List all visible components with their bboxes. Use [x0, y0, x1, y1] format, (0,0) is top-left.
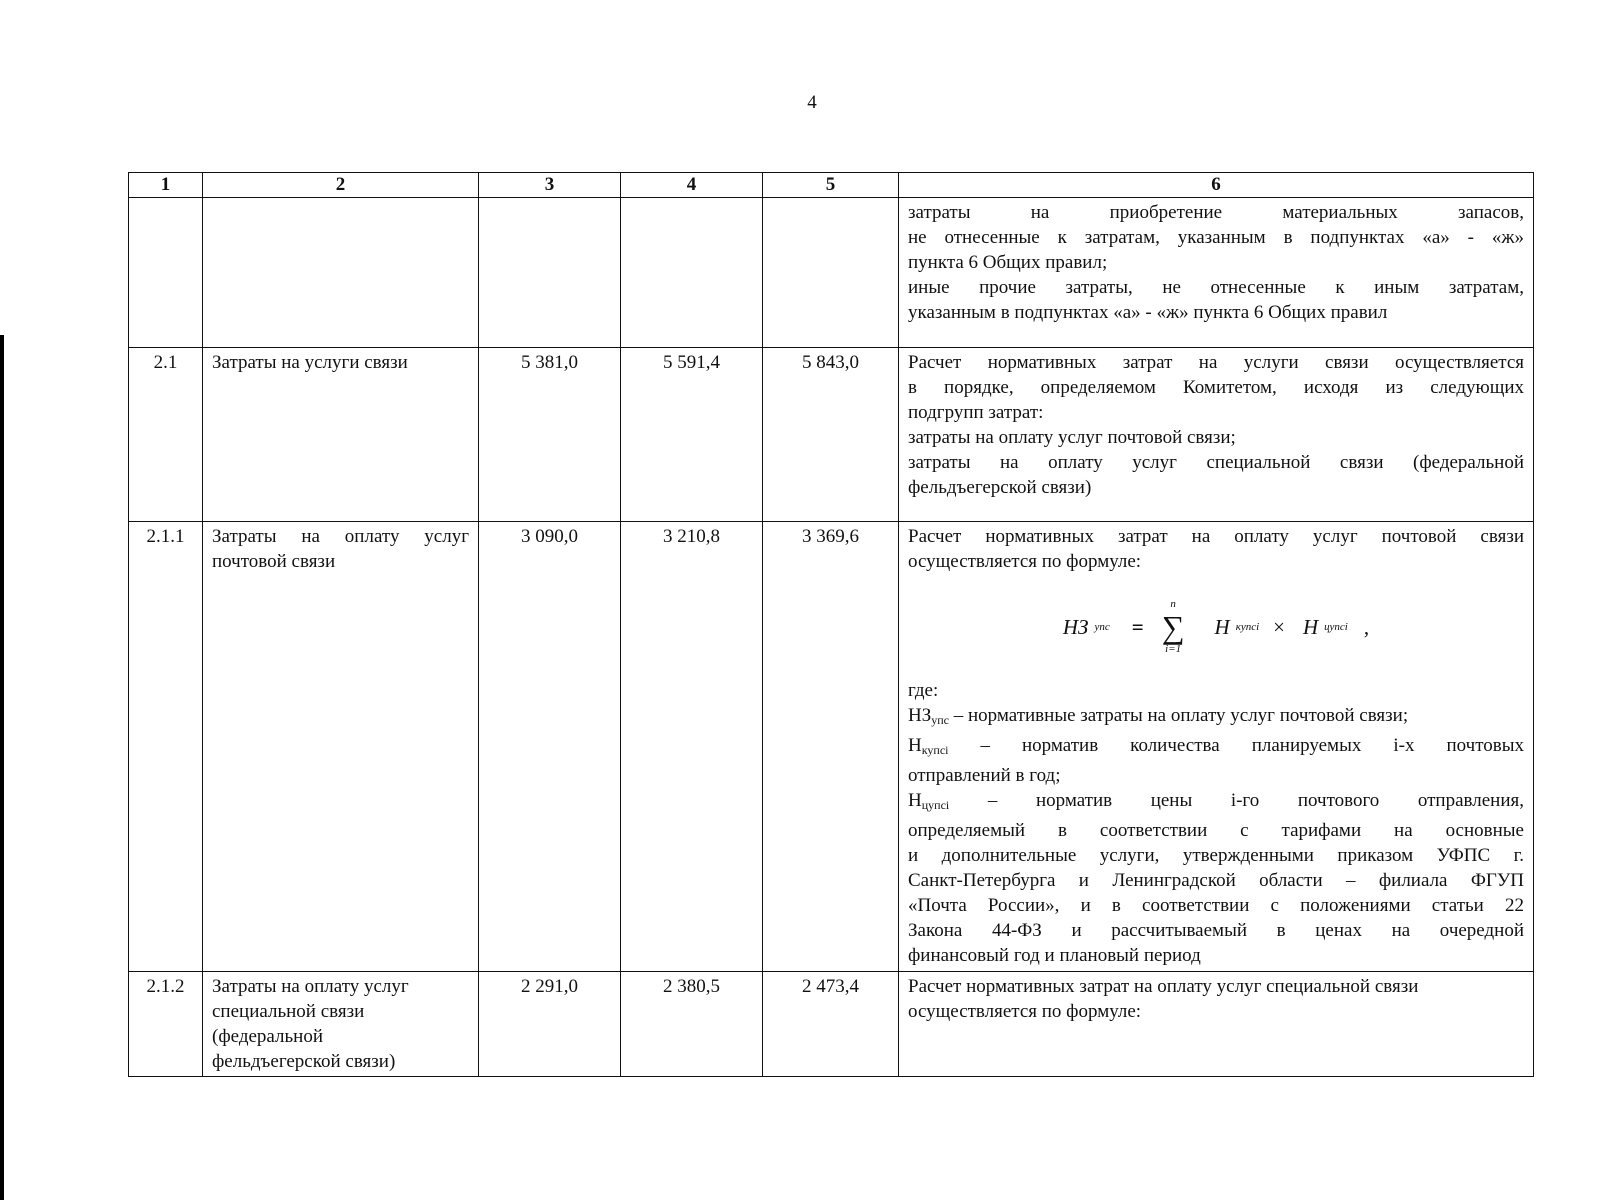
value-cell: 5 381,0 [479, 348, 621, 522]
description-cell [899, 522, 1534, 972]
value-cell: 3 369,6 [763, 522, 899, 972]
description-line: затраты на приобретение материальных запасов, [908, 202, 1524, 223]
definition-line: «Почта России», и в соответствии с положениями статьи 22 [908, 895, 1524, 916]
definition-line [908, 703, 1524, 733]
row-number-cell: 2.1 [129, 348, 203, 522]
row-number-cell [129, 198, 203, 348]
definition-subscript: упс [931, 713, 949, 727]
formula-comma: , [1363, 614, 1370, 639]
definition-line: финансовый год и плановый период [908, 945, 1201, 966]
formula-lhs-subscript: упс [1094, 620, 1110, 633]
description-cell [899, 972, 1534, 1077]
definition-text: – норматив цены i-го почтового отправления, [949, 790, 1524, 811]
description-line: указанным в подпунктах «а» - «ж» пункта 6 Общих правил [908, 302, 1388, 323]
definition-line: и дополнительные услуги, утвержденными приказом УФПС г. [908, 845, 1524, 866]
definition-symbol: Н [908, 735, 922, 756]
description-line: Расчет нормативных затрат на услуги связи осуществляется [908, 352, 1524, 373]
column-header: 3 [479, 173, 621, 198]
formula-term: Н [1214, 614, 1230, 639]
formula-term-subscript: цупсi [1324, 620, 1348, 633]
value-cell: 3 090,0 [479, 522, 621, 972]
value-cell: 3 210,8 [621, 522, 763, 972]
definition-text: – нормативные затраты на оплату услуг почтовой связи; [949, 705, 1409, 726]
description-line: Расчет нормативных затрат на оплату услуг почтовой связи [908, 526, 1524, 547]
row-name-line: почтовой связи [212, 551, 336, 572]
definition-line: отправлений в год; [908, 765, 1061, 786]
column-header: 5 [763, 173, 899, 198]
definition-line: определяемый в соответствии с тарифами на основные [908, 820, 1524, 841]
summation-lower-limit: i=1 [1165, 643, 1182, 655]
postal-cost-formula [908, 582, 1524, 672]
page-number: 4 [807, 92, 817, 113]
row-name-cell [203, 522, 479, 972]
summation [1162, 599, 1185, 655]
description-cell [899, 348, 1534, 522]
value-cell [621, 198, 763, 348]
row-name-line: фельдъегерской связи) [212, 1051, 396, 1072]
definition-symbol: НЗ [908, 705, 932, 726]
definition-line: Санкт-Петербурга и Ленинградской области – филиала ФГУП [908, 870, 1524, 891]
description-line: иные прочие затраты, не отнесенные к иным затратам, [908, 277, 1524, 298]
scan-edge-shadow [0, 335, 4, 1200]
definition-text: – норматив количества планируемых i-х почтовых [948, 735, 1524, 756]
value-cell [763, 198, 899, 348]
definition-symbol: Н [908, 790, 922, 811]
value-cell: 5 591,4 [621, 348, 763, 522]
description-line: не отнесенные к затратам, указанным в подпунктах «а» - «ж» [908, 227, 1524, 248]
description-line: осуществляется по формуле: [908, 1001, 1142, 1022]
column-header: 6 [899, 173, 1534, 198]
description-line: в порядке, определяемом Комитетом, исходя из следующих [908, 377, 1524, 398]
table-row [129, 198, 1534, 348]
row-number-cell: 2.1.2 [129, 972, 203, 1077]
description-line: подгрупп затрат: [908, 402, 1044, 423]
definition-line [908, 788, 1524, 818]
value-cell: 2 473,4 [763, 972, 899, 1077]
formula-lhs: НЗ [1062, 614, 1089, 639]
definition-line [908, 733, 1524, 763]
sigma-symbol: ∑ [1161, 609, 1185, 645]
formula-equals: = [1131, 614, 1144, 639]
table-row [129, 522, 1534, 972]
row-name-line: Затраты на оплату услуг [212, 976, 409, 997]
column-header: 4 [621, 173, 763, 198]
value-cell: 5 843,0 [763, 348, 899, 522]
value-cell: 2 380,5 [621, 972, 763, 1077]
value-cell [479, 198, 621, 348]
description-line: Расчет нормативных затрат на оплату услуг специальной связи [908, 976, 1419, 997]
description-cell [899, 198, 1534, 348]
cost-table [128, 172, 1534, 1077]
description-line: затраты на оплату услуг специальной связи (федеральной [908, 452, 1524, 473]
value-cell: 2 291,0 [479, 972, 621, 1077]
table-row [129, 348, 1534, 522]
description-line: фельдъегерской связи) [908, 477, 1092, 498]
formula-times: × [1273, 614, 1285, 639]
row-name-cell: Затраты на услуги связи [203, 348, 479, 522]
column-header: 2 [203, 173, 479, 198]
description-line: пункта 6 Общих правил; [908, 252, 1108, 273]
summation-upper-limit: n [1170, 598, 1176, 610]
description-line: осуществляется по формуле: [908, 551, 1142, 572]
row-name-cell [203, 972, 479, 1077]
row-name-line: (федеральной [212, 1026, 324, 1047]
row-name-line: специальной связи [212, 1001, 365, 1022]
formula-term: Н [1303, 614, 1319, 639]
row-number-cell: 2.1.1 [129, 522, 203, 972]
definition-subscript: купсi [921, 743, 949, 757]
where-label: где: [908, 680, 939, 701]
table-row [129, 972, 1534, 1077]
row-name-line: Затраты на оплату услуг [212, 526, 469, 547]
table-header-row [129, 173, 1534, 198]
definition-subscript: цупсi [921, 798, 950, 812]
row-name-cell [203, 198, 479, 348]
description-line: затраты на оплату услуг почтовой связи; [908, 427, 1236, 448]
formula-term-subscript: купсi [1235, 620, 1260, 633]
column-header: 1 [129, 173, 203, 198]
definition-line: Закона 44-ФЗ и рассчитываемый в ценах на очередной [908, 920, 1524, 941]
